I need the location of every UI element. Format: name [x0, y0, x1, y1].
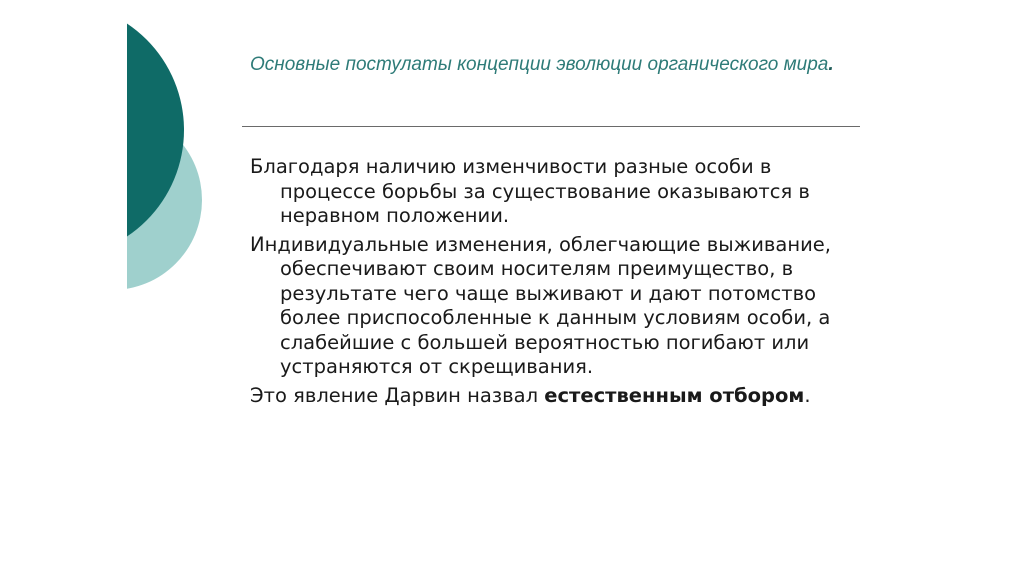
- paragraph-individual-changes: Индивидуальные изменения, облегчающие выживание, обеспечивают своим носителям преимущество, в результате чего чаще выживают и дают потомство более приспособленные к данным условиям особи, а слабейшие с большей вероятностью погибают или устраняются от скрещивания.: [250, 232, 831, 378]
- paragraph-natural-selection: [250, 384, 870, 409]
- paragraph-variability: Благодаря наличию изменчивости разные особи в процессе борьбы за существование оказываются в неравном положении.: [250, 155, 810, 227]
- natural-selection-suffix: .: [804, 383, 811, 407]
- slide-title-period: .: [828, 54, 834, 75]
- slide-title: [250, 40, 860, 90]
- title-divider: [242, 126, 860, 127]
- dark-teal-circle: [0, 2, 184, 258]
- natural-selection-term: естественным отбором: [544, 383, 805, 407]
- slide-title-text: Основные постулаты концепции эволюции органического мира: [250, 54, 829, 75]
- light-teal-circle: [22, 110, 202, 290]
- slide-body: [250, 155, 870, 412]
- natural-selection-prefix: Это явление Дарвин назвал: [250, 383, 545, 407]
